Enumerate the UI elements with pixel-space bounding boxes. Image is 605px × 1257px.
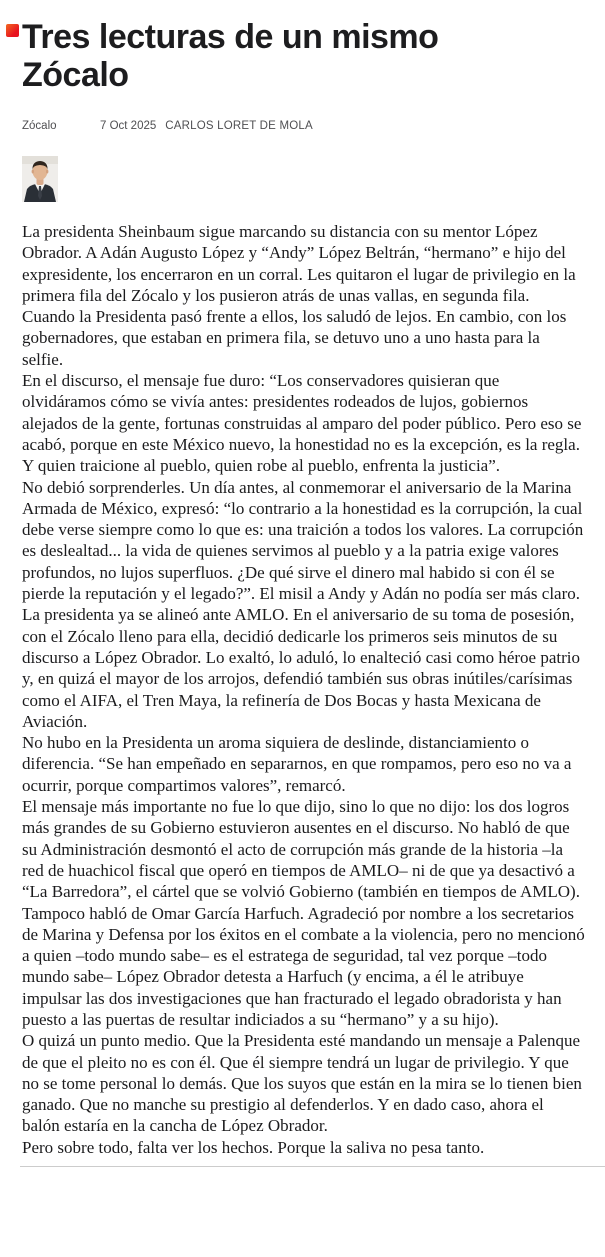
article-paragraph: La presidenta ya se alineó ante AMLO. En el aniversario de su toma de posesión, con el Zócalo lleno para ella, decidió dedicarle los primeros seis minutos de su discurso a López Obrador. Lo exaltó, lo aduló, lo enalteció casi como héroe patrio y, en quizá el mayor de los arrojos, defendió también sus obras inútiles/carísimas como el AIFA, el Tren Maya, la refinería de Dos Bocas y hasta Mexicana de Aviación. <box>22 605 580 731</box>
section-link[interactable]: Zócalo <box>22 120 57 132</box>
article-paragraph: O quizá un punto medio. Que la Presidenta esté mandando un mensaje a Palenque de que el pleito no es con él. Que él siempre tendrá un lugar de privilegio. Y que no se tome personal lo demás. Que los suyos que están en la mira se lo tienen bien ganado. Que no manche su prestigio al defenderlos. Y en dado caso, ahora el balón estaría en la cancha de López Obrador. <box>22 1031 582 1136</box>
article-title: Tres lecturas de un mismo Zócalo <box>22 18 439 94</box>
article-paragraph: No debió sorprenderles. Un día antes, al conmemorar el aniversario de la Marina Armada de México, expresó: “lo contrario a la honestidad es la corrupción, la cual debe verse siempre como lo que es: una traición a todos los valores. La corrupción es deslealtad... la vida de quienes servimos al pueblo y a la patria exige valores profundos, no lujos superfluos. ¿De qué sirve el dinero mal habido si con él se pierde la reputación y el legado?”. El misil a Andy y Adán no podía ser más claro. <box>22 477 584 604</box>
page <box>0 18 605 1257</box>
article-paragraph: El mensaje más importante no fue lo que dijo, sino lo que no dijo: los dos logros más grandes de su Gobierno estuvieron ausentes en el discurso. No habló de que su Administración desmontó el acto de corrupción más grande de la historia –la red de huachicol fiscal que operó en tiempos de AMLO– ni de que ya desactivó a “La Barredora”, el cártel que se volvió Gobierno (también en tiempos de AMLO). Tampoco habló de Omar García Harfuch. Agradeció por nombre a los secretarios de Marina y Defensa por los éxitos en el combate a la violencia, pero no mencionó a quien –todo mundo sabe– es el estratega de seguridad, tal vez porque –todo mundo sabe– López Obrador detesta a Harfuch (y encima, a él le atribuye impulsar las dos investigaciones que han fracturado el legado obradorista y han puesto a las puertas de resultar indiciados a su “hermano” y a su hijo). <box>22 797 585 1029</box>
article-paragraph: La presidenta Sheinbaum sigue marcando su distancia con su mentor López Obrador. A Adán Augusto López y “Andy” López Beltrán, “hermano” e hijo del expresidente, los encerraron en un corral. Les quitaron el lugar de privilegio en la primera fila del Zócalo y los pusieron atrás de unas vallas, en segunda fila. Cuando la Presidenta pasó frente a ellos, los saludó de lejos. En cambio, con los gobernadores, que estaban en primera fila, se detuvo uno a uno hasta para la selfie. <box>22 222 576 369</box>
author-avatar[interactable] <box>22 156 58 202</box>
article-body <box>22 221 585 1158</box>
article-meta <box>22 120 583 132</box>
article-container <box>0 18 605 1158</box>
article-paragraph: No hubo en la Presidenta un aroma siquiera de deslinde, distanciamiento o diferencia. “Se han empeñado en separarnos, en que rompamos, pero eso no va a ocurrir, porque compartimos valores”, remarcó. <box>22 733 572 795</box>
brand-logo-icon[interactable] <box>6 24 19 37</box>
article-paragraph: Pero sobre todo, falta ver los hechos. Porque la saliva no pesa tanto. <box>22 1137 485 1157</box>
divider <box>20 1166 605 1167</box>
publish-date: 7 Oct 2025 <box>100 120 157 132</box>
author-name-link[interactable]: CARLOS LORET DE MOLA <box>165 120 313 132</box>
article-paragraph: En el discurso, el mensaje fue duro: “Los conservadores quisieran que olvidáramos cómo se vivía antes: presidentes rodeados de lujos, gobiernos alejados de la gente, fortunas construidas al amparo del poder público. Pero eso se acabó, porque en este México nuevo, la honestidad no es la excepción, es la regla. Y quien traicione al pueblo, quien robe al pueblo, enfrenta la justicia”. <box>22 371 582 476</box>
